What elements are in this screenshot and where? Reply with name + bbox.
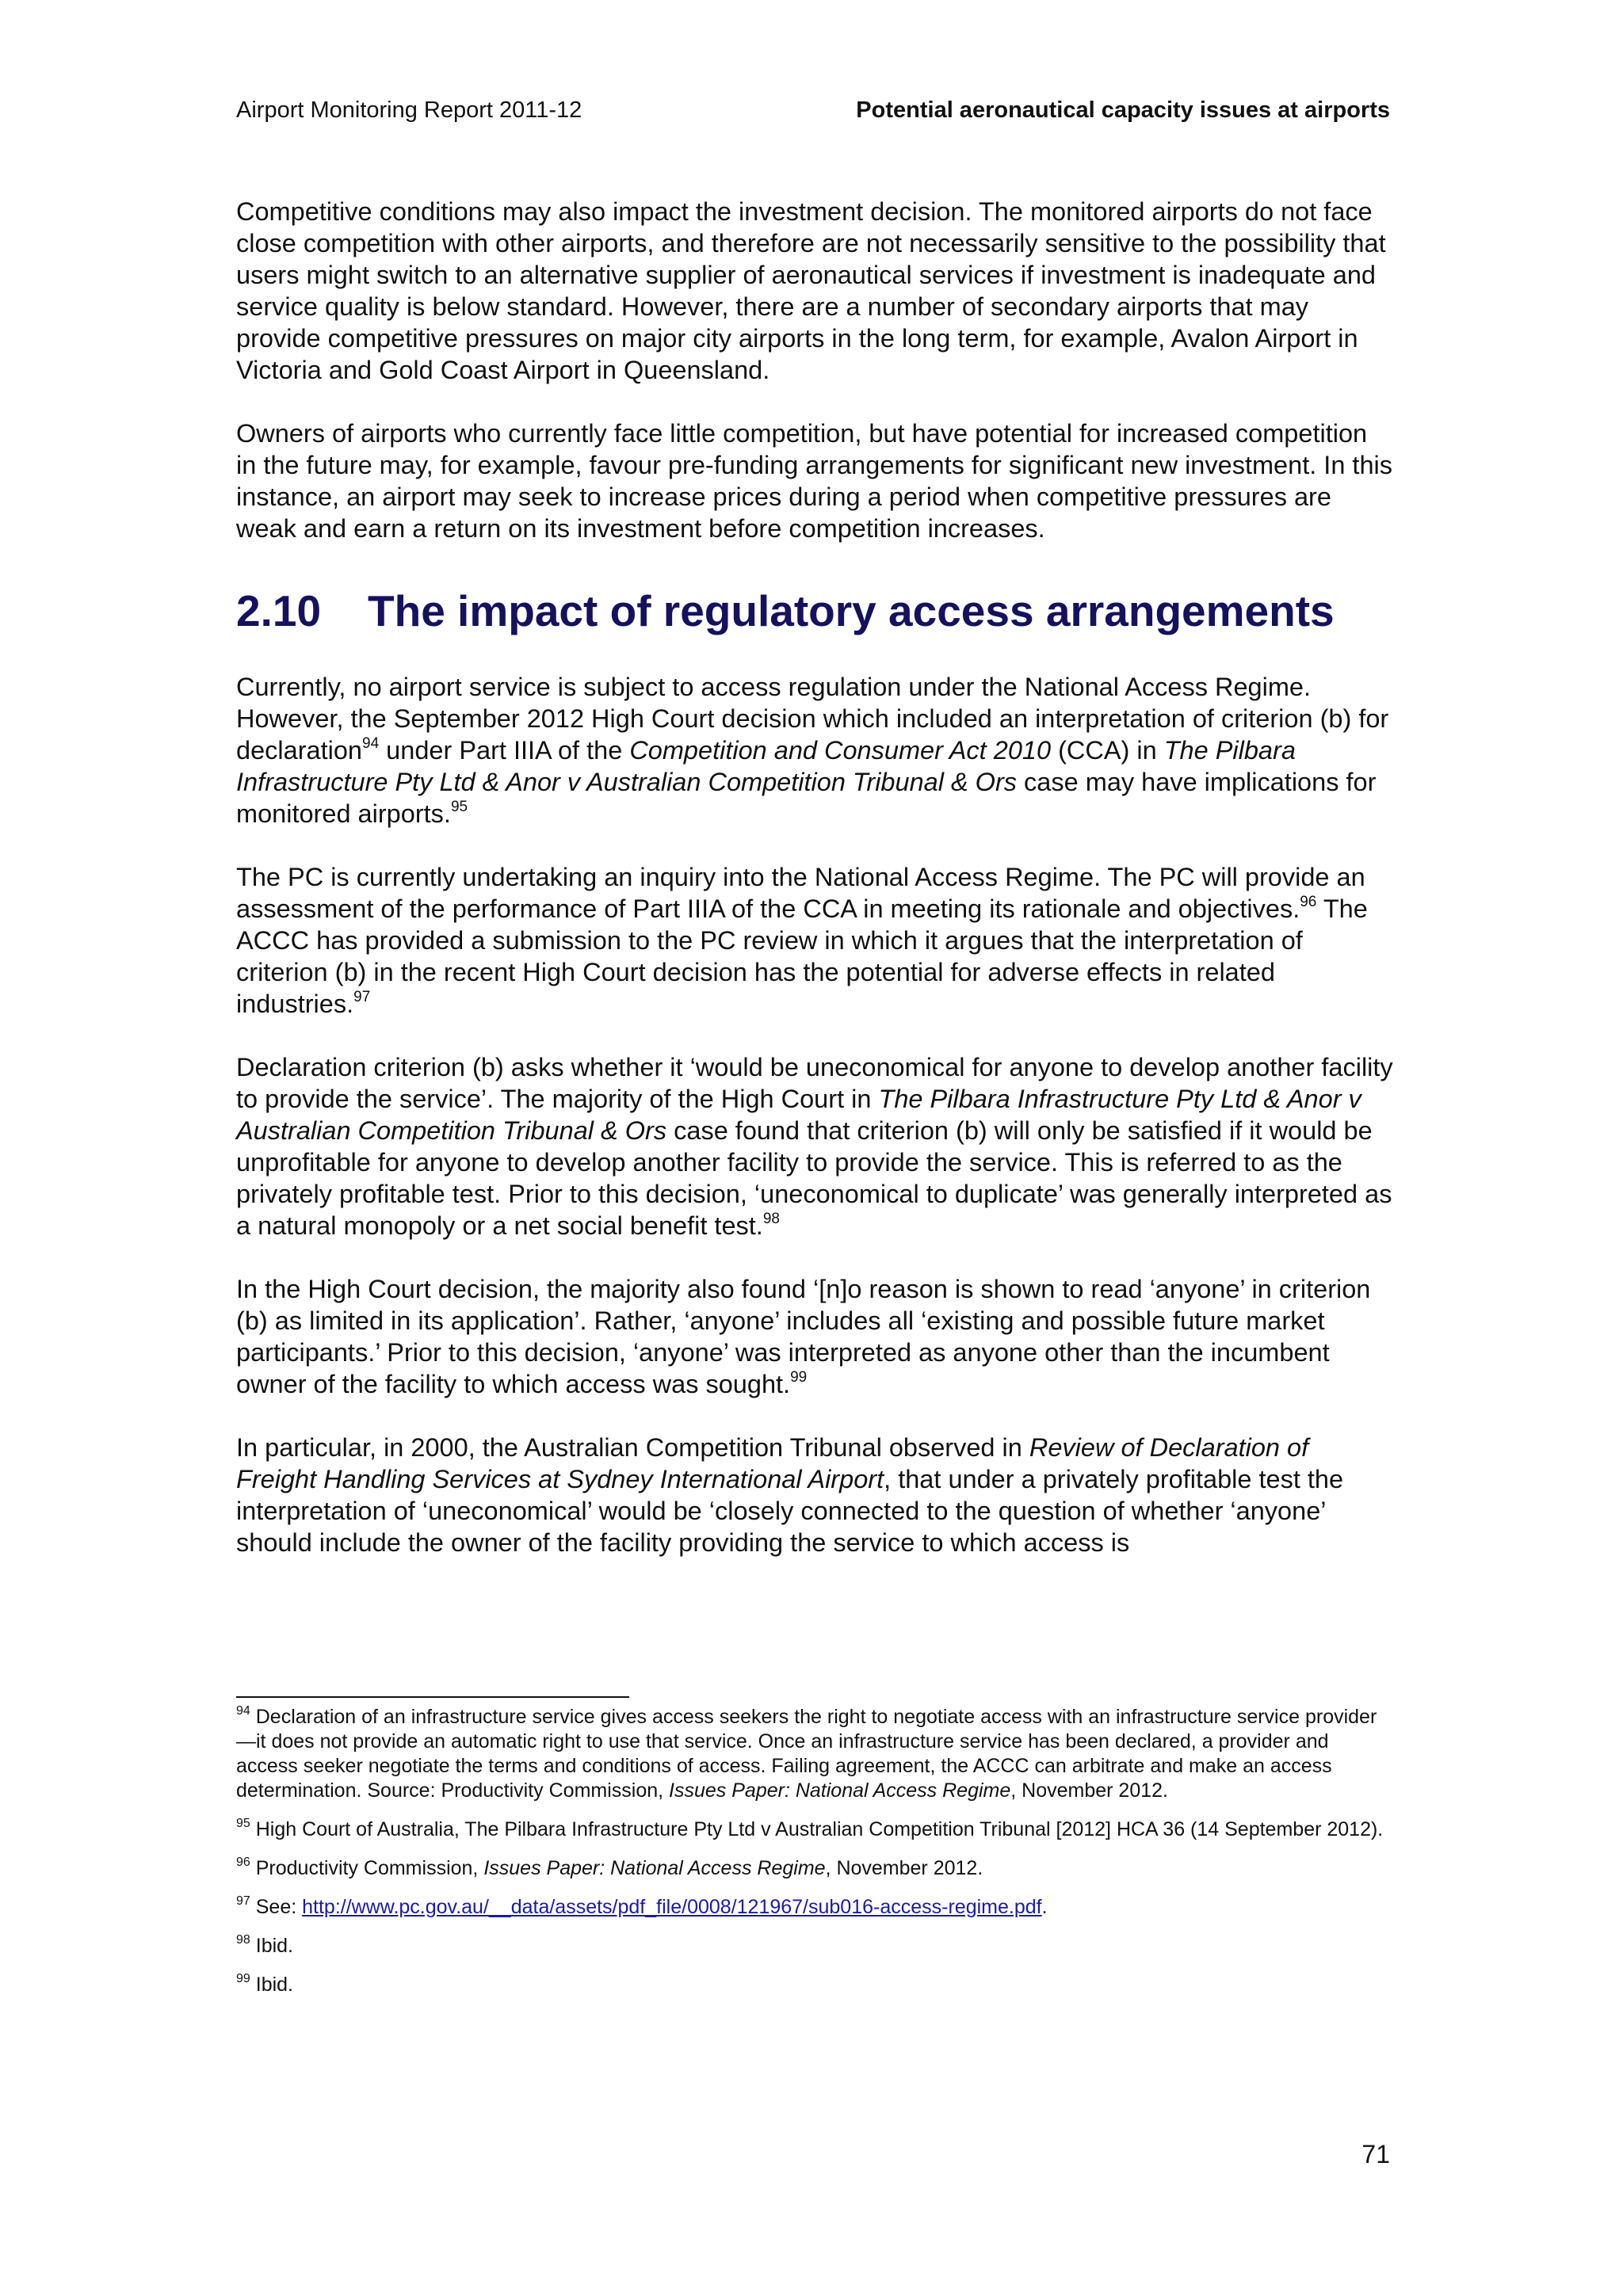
- running-header: [236, 97, 1390, 124]
- body-text: [236, 196, 1393, 1558]
- footnote-ref-95[interactable]: 95: [450, 799, 468, 816]
- footnote-99: $^{99}$ Ibid.: [236, 1971, 293, 1996]
- footnotes: [236, 1705, 1393, 2012]
- footnote-separator: [236, 1696, 629, 1698]
- section-number: 2.10: [236, 586, 322, 635]
- paragraph-pc-inquiry: The PC is currently undertaking an inquiry into the National Access Regime. The PC will provide an assessment of the performance of Part IIIA of the CCA in meeting its rationale and objectives.$^{96}$ The ACCC has provided a submission to the PC review in which it argues that the interpretation of criterion (b) in the recent High Court decision has the potential for adverse effects in related industries.$^{97}$: [236, 863, 1368, 1018]
- footnote-ref-96[interactable]: 96: [1300, 894, 1317, 911]
- paragraph-declaration-criterion: Declaration criterion (b) asks whether it ‘would be uneconomical for anyone to develop another facility to provide the service’. The majority of the High Court in The Pilbara Infrastructure Pty Ltd & Anor v Australian Competition Tribunal & Ors case found that criterion (b) will only be satisfied if it would be unprofitable for anyone to develop another facility to provide the service. This is referred to as the privately profitable test. Prior to this decision, ‘uneconomical to duplicate’ was generally interpreted as a natural monopoly or a net social benefit test.$^{98}$: [236, 1053, 1393, 1240]
- footnote-94: $^{94}$ Declaration of an infrastructure service gives access seekers the right to negotiate access with an infrastructure service provider—it does not provide an automatic right to use that service. Once an infrastructure service has been declared, a provider and access seeker negotiate the terms and conditions of access. Failing agreement, the ACCC can arbitrate and make an access determination. Source: Productivity Commission, Issues Paper: National Access Regime, November 2012.: [236, 1703, 1377, 1802]
- paragraph-access-regulation: Currently, no airport service is subject to access regulation under the National Access Regime. However, the September 2012 High Court decision which included an interpretation of criterion (b) for declaration$^{94}$ under Part IIIA of the Competition and Consumer Act 2010 (CCA) in The Pilbara Infrastructure Pty Ltd & Anor v Australian Competition Tribunal & Ors case may have implications for monitored airports.$^{95}$: [236, 673, 1389, 828]
- footnote-ref-99[interactable]: 99: [790, 1369, 808, 1386]
- footnote-97-link[interactable]: http://www.pc.gov.au/__data/assets/pdf_file/0008/121967/sub016-access-regime.pdf: [302, 1896, 1042, 1918]
- section-heading: [236, 585, 1393, 636]
- paragraph-high-court-anyone: In the High Court decision, the majority also found ‘[n]o reason is shown to read ‘anyone’ in criterion (b) as limited in its application’. Rather, ‘anyone’ includes all ‘existing and possible future market participants.’ Prior to this decision, ‘anyone’ was interpreted as anyone other than the incumbent owner of the facility to which access was sought.$^{99}$: [236, 1275, 1371, 1398]
- footnote-ref-94[interactable]: 94: [362, 735, 380, 753]
- paragraph-tribunal-2000: In particular, in 2000, the Australian Competition Tribunal observed in Review of Declaration of Freight Handling Services at Sydney International Airport, that under a privately profitable test the interpretation of ‘uneconomical’ would be ‘closely connected to the question of whether ‘anyone’ should include the owner of the facility providing the service to which access is: [236, 1433, 1344, 1557]
- paragraph-airport-owners: Owners of airports who currently face little competition, but have potential for increased competition in the future may, for example, favour pre-funding arrangements for significant new investment. In this instance, an airport may seek to increase prices during a period when competitive pressures are weak and earn a return on its investment before competition increases.: [236, 419, 1393, 543]
- header-chapter-title: Potential aeronautical capacity issues at airports: [856, 97, 1390, 123]
- footnote-96: $^{96}$ Productivity Commission, Issues Paper: National Access Regime, November 2012.: [236, 1855, 983, 1879]
- footnote-98: $^{98}$ Ibid.: [236, 1932, 293, 1957]
- footnote-ref-97[interactable]: 97: [353, 989, 371, 1006]
- header-report-title: Airport Monitoring Report 2011-12: [236, 97, 582, 123]
- footnote-95: $^{95}$ High Court of Australia, The Pilbara Infrastructure Pty Ltd v Australian Competition Tribunal [2012] HCA 36 (14 September 2012).: [236, 1816, 1384, 1840]
- section-title: The impact of regulatory access arrangements: [368, 586, 1335, 635]
- footnote-ref-98[interactable]: 98: [762, 1211, 780, 1228]
- page-number: 71: [1361, 2140, 1390, 2168]
- paragraph-competitive-conditions: Competitive conditions may also impact the investment decision. The monitored airports do not face close competition with other airports, and therefore are not necessarily sensitive to the possibility that users might switch to an alternative supplier of aeronautical services if investment is inadequate and service quality is below standard. However, there are a number of secondary airports that may provide competitive pressures on major city airports in the long term, for example, Avalon Airport in Victoria and Gold Coast Airport in Queensland.: [236, 197, 1386, 384]
- footnote-97: $^{97}$ See: http://www.pc.gov.au/__data/assets/pdf_file/0008/121967/sub016-access-regime.pdf.: [236, 1894, 1048, 1918]
